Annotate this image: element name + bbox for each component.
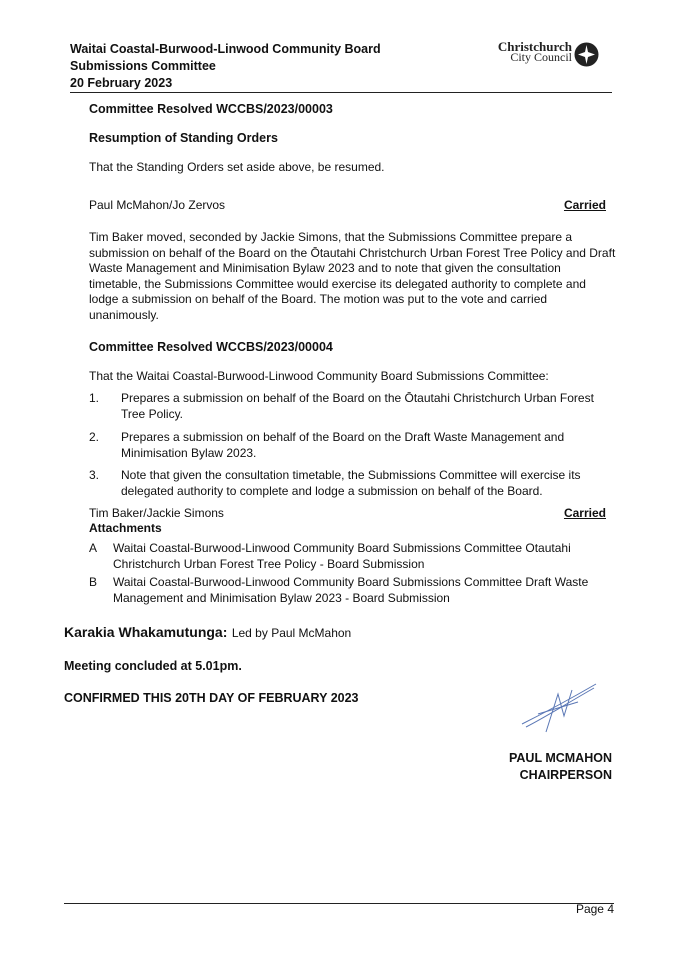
list-item: Prepares a submission on behalf of the Board on the Draft Waste Management and Minimisation Bylaw 2023. [121,430,565,460]
resolution2-intro: That the Waitai Coastal-Burwood-Linwood Community Board Submissions Committee: [89,369,549,383]
signatory-name: PAUL MCMAHON [508,751,612,765]
attachment-letter: B [89,575,98,589]
motion-line: timetable, the Submissions Committee would exercise its delegated authority to complete and [89,276,586,291]
attachments-heading: Attachments [89,521,162,535]
list-item-number: 1. [89,391,100,405]
meeting-date: 20 February 2023 [70,76,173,90]
resolution2-title: Committee Resolved WCCBS/2023/00004 [89,340,333,354]
resolution2-movers: Tim Baker/Jackie Simons [89,506,224,520]
karakia-label: Karakia Whakamutunga: [64,624,228,640]
list-item-number: 2. [89,430,100,444]
board-name: Waitai Coastal-Burwood-Linwood Community Board [70,42,381,56]
motion-paragraph [89,230,615,324]
karakia-line [64,624,351,642]
resolution2-result: Carried [563,506,606,520]
resolution1-movers: Paul McMahon/Jo Zervos [89,198,226,212]
attachment-letter: A [89,541,98,555]
council-emblem-icon [574,42,599,67]
logo-line2: City Council [510,50,572,64]
motion-line: Tim Baker moved, seconded by Jackie Simons, that the Submissions Committee prepare a [89,230,573,244]
list-item: Prepares a submission on behalf of the Board on the Ōtautahi Christchurch Urban Forest Tree Policy. [121,391,594,421]
meeting-concluded: Meeting concluded at 5.01pm. [64,659,242,673]
page-number: Page 4 [575,902,614,916]
motion-line: Waste Management and Minimisation Bylaw 2023 and to note that given the consultation [89,261,561,276]
committee-name: Submissions Committee [70,59,216,73]
attachment-item: Waitai Coastal-Burwood-Linwood Community Board Submissions Committee Draft Waste Management and Minimisation Bylaw 2023 - Board Submission [113,575,589,605]
logo-line1: Christchurch [497,39,572,54]
signatory-role: CHAIRPERSON [519,768,612,782]
karakia-text: Led by Paul McMahon [231,626,352,640]
footer-divider [64,903,614,904]
motion-line: unanimously. [89,307,159,322]
resolution1-text: That the Standing Orders set aside above, be resumed. [89,160,385,174]
attachment-item: Waitai Coastal-Burwood-Linwood Community Board Submissions Committee Otautahi Christchurch Urban Forest Tree Policy - Board Submission [113,541,571,571]
motion-line: lodge a submission on behalf of the Board. The motion was put to the vote and carried [89,292,548,307]
council-logo [482,41,602,71]
confirmed-statement: CONFIRMED THIS 20TH DAY OF FEBRUARY 2023 [64,691,359,705]
motion-line: submission on behalf of the Board on the Ōtautahi Christchurch Urban Forest Tree Policy and Draft [89,245,616,260]
header-divider [70,92,612,93]
list-item-number: 3. [89,468,100,482]
resolution1-result: Carried [563,198,606,212]
list-item: Note that given the consultation timetable, the Submissions Committee will exercise its delegated authority to complete and lodge a submission on behalf of the Board. [121,468,581,498]
resolution1-subtitle: Resumption of Standing Orders [89,131,278,145]
resolution1-title: Committee Resolved WCCBS/2023/00003 [89,102,333,116]
chairperson-signature [518,680,600,736]
